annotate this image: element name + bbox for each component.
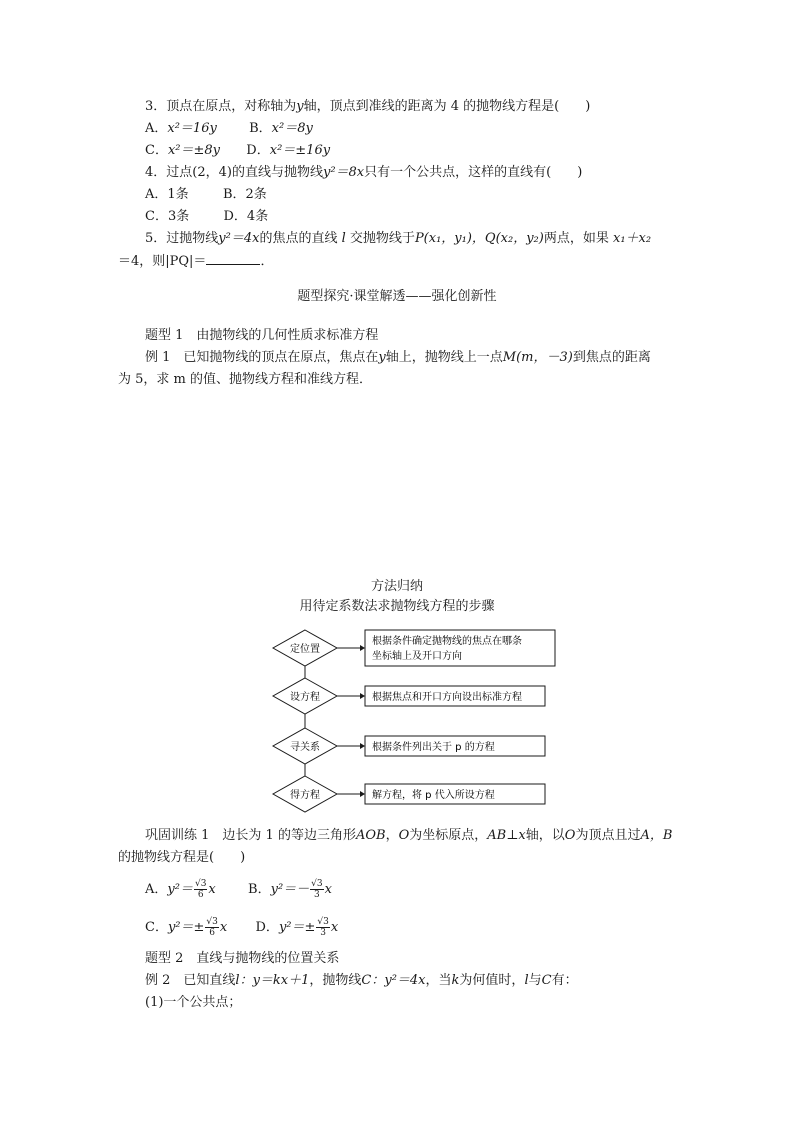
example2-f: 有：: [551, 973, 578, 988]
practice1-opt-b-x: x: [324, 882, 332, 897]
practice1-opt-b-label: B．: [248, 882, 271, 897]
practice1-d: 轴，以: [525, 828, 565, 843]
flow-step-2-desc1: 根据焦点和开口方向设出标准方程: [372, 692, 522, 703]
q3-opt-b: x²＝8y: [271, 121, 313, 136]
practice1-aob: AOB: [355, 828, 386, 843]
q3-stem-var: y: [296, 99, 304, 114]
example2-c2: C: [541, 973, 552, 988]
q3-opt-d: x²＝±16y: [269, 143, 331, 158]
practice1-opt-d-label: D．: [255, 920, 279, 935]
example1-c: 到焦点的距离: [572, 350, 651, 365]
q5-end: ．: [260, 254, 274, 269]
q3-stem-rest: 轴，顶点到准线的距离为 4 的抛物线方程是( ): [303, 99, 591, 114]
example1-point-m: M(m，－3): [502, 350, 573, 365]
q4-opt-b: B．2条: [222, 187, 267, 202]
q5-line1: [145, 230, 651, 248]
flow-step-2: [273, 678, 545, 714]
practice1-ab: A，B: [640, 828, 673, 843]
practice1-opt-a-num: √3: [194, 879, 207, 889]
practice1-opt-d-frac: [316, 917, 329, 938]
q5-part2: 的焦点的直线: [259, 231, 338, 246]
practice1-line1: [145, 827, 672, 845]
practice1-opt-d-num: √3: [317, 917, 329, 927]
practice1-e: 为顶点且过: [575, 828, 641, 843]
q3-opt-d-label: D．: [246, 143, 270, 158]
q4-stem-b: 只有一个公共点，这样的直线有( ): [364, 165, 583, 180]
section-title: 题型探究·课堂解透——强化创新性: [297, 289, 497, 304]
q5-line-l: l: [341, 231, 346, 246]
q3-opt-a: x²＝16y: [167, 121, 217, 136]
topic1-title: 题型 1 由抛物线的几何性质求标准方程: [145, 328, 379, 343]
q5-part4: 两点，如果: [543, 231, 609, 246]
practice1-opt-c-den: 6: [209, 928, 215, 938]
example2-curve-c: C：y²＝4x: [361, 973, 426, 988]
practice1-opt-a-frac: [194, 879, 207, 900]
example2-a: 例 2 已知直线: [145, 973, 236, 988]
method-subtitle: 用待定系数法求抛物线方程的步骤: [299, 599, 495, 614]
practice1-o: O: [398, 828, 410, 843]
example1-a: 例 1 已知抛物线的顶点在原点，焦点在: [145, 350, 379, 365]
practice1-opt-a-eq: y²＝: [167, 882, 193, 897]
q5-points: P(x₁，y₁)，Q(x₂，y₂): [414, 231, 544, 246]
practice1-opt-d-eq: y²＝±: [278, 920, 316, 935]
flow-step-2-label: 设方程: [290, 692, 320, 703]
q3-stem: [145, 98, 590, 116]
example2-c: ，当: [425, 973, 452, 988]
example1-line1: [145, 349, 651, 367]
example2-sub1: (1)一个公共点；: [145, 995, 242, 1010]
flow-step-1-desc1: 根据条件确定抛物线的焦点在哪条: [372, 636, 522, 647]
practice1-b: ，: [385, 828, 399, 843]
practice1-opt-c-eq: y²＝±: [167, 920, 205, 935]
q3-opt-c: x²＝±8y: [167, 143, 221, 158]
method-flowchart: [0, 618, 794, 838]
flow-step-4-desc1: 解方程，将 p 代入所设方程: [372, 790, 495, 801]
q3-options-cd: [145, 142, 330, 160]
flow-step-4: [273, 776, 545, 812]
example1-b: 轴上，抛物线上一点: [385, 350, 503, 365]
q4-options-ab: [145, 186, 267, 204]
q5-line2: [118, 252, 273, 271]
flow-arrowhead-4: [360, 791, 365, 797]
practice1-line2: 的抛物线方程是( ): [118, 850, 246, 865]
q3-options-ab: [145, 120, 313, 138]
method-title: 方法归纳: [370, 579, 423, 594]
q5-sum: x₁＋x₂: [612, 231, 652, 246]
flow-arrowhead-1: [360, 645, 365, 651]
q4-opt-c: C．3条: [145, 209, 190, 224]
practice1-opt-b-num: √3: [311, 879, 323, 889]
practice1-opt-c-x: x: [219, 920, 228, 935]
example2-line-l: l：y＝kx＋1: [235, 973, 310, 988]
q3-opt-a-label: A．: [145, 121, 168, 136]
q4-opt-a: A．1条: [145, 187, 189, 202]
practice1-perp: AB⊥x: [487, 828, 526, 843]
practice1-options-cd: [145, 914, 338, 942]
q3-stem-a: 3．顶点在原点，对称轴为: [145, 99, 297, 114]
q4-opt-d: D．4条: [223, 209, 269, 224]
q5-line2-text: ＝4，则|PQ|＝: [118, 254, 207, 269]
flow-step-3-label: 寻关系: [290, 742, 320, 753]
practice1-opt-a-x: x: [208, 882, 216, 897]
flow-arrowhead-2: [360, 693, 365, 699]
example2-l2: l: [524, 973, 529, 988]
example2-k: k: [451, 973, 460, 988]
practice1-opt-b-frac: [310, 879, 323, 900]
practice1-opt-a-label: A．: [145, 882, 168, 897]
practice1-c: 为坐标原点，: [409, 828, 488, 843]
flow-step-3: [273, 728, 545, 764]
practice1-opt-c-label: C．: [145, 920, 168, 935]
q3-opt-b-label: B．: [249, 121, 272, 136]
q3-opt-c-label: C．: [145, 143, 168, 158]
practice1-opt-d-den: 3: [320, 928, 326, 938]
practice1-o2: O: [564, 828, 576, 843]
topic2-title: 题型 2 直线与抛物线的位置关系: [145, 951, 340, 966]
practice1-opt-b-eq: y²＝－: [270, 882, 310, 897]
example2-d: 为何值时，: [459, 973, 525, 988]
flow-arrowhead-3: [360, 743, 365, 749]
q4-stem-a: 4．过点(2，4)的直线与抛物线: [145, 165, 323, 180]
flow-step-1: [273, 630, 555, 666]
example1-line2: 为 5，求 m 的值、抛物线方程和准线方程．: [118, 372, 372, 387]
flow-step-3-desc1: 根据条件列出关于 p 的方程: [372, 742, 495, 753]
practice1-opt-d-x: x: [330, 920, 339, 935]
q5-part3: 交抛物线于: [349, 231, 415, 246]
q4-stem-eq: y²＝8x: [322, 165, 365, 180]
flow-step-1-desc2: 坐标轴上及开口方向: [372, 651, 462, 662]
q5-eq: y²＝4x: [218, 231, 260, 246]
flow-step-1-label: 定位置: [290, 644, 320, 655]
practice1-opt-c-num: √3: [206, 917, 218, 927]
q4-options-cd: [145, 208, 268, 226]
practice1-opt-a-den: 6: [197, 890, 204, 900]
q4-stem: [145, 164, 582, 182]
practice1-options-ab: [145, 876, 332, 904]
example1-yvar: y: [378, 350, 386, 365]
example2-b: ，抛物线: [309, 973, 362, 988]
flow-step-4-label: 得方程: [290, 790, 320, 801]
q5-answer-blank[interactable]: [206, 252, 260, 265]
example2-e: 与: [528, 973, 542, 988]
q5-part1: 5．过抛物线: [145, 231, 219, 246]
practice1-opt-b-den: 3: [314, 890, 320, 900]
practice1-a: 巩固训练 1 边长为 1 的等边三角形: [145, 828, 356, 843]
example2-line1: [145, 972, 578, 990]
practice1-opt-c-frac: [205, 917, 218, 938]
